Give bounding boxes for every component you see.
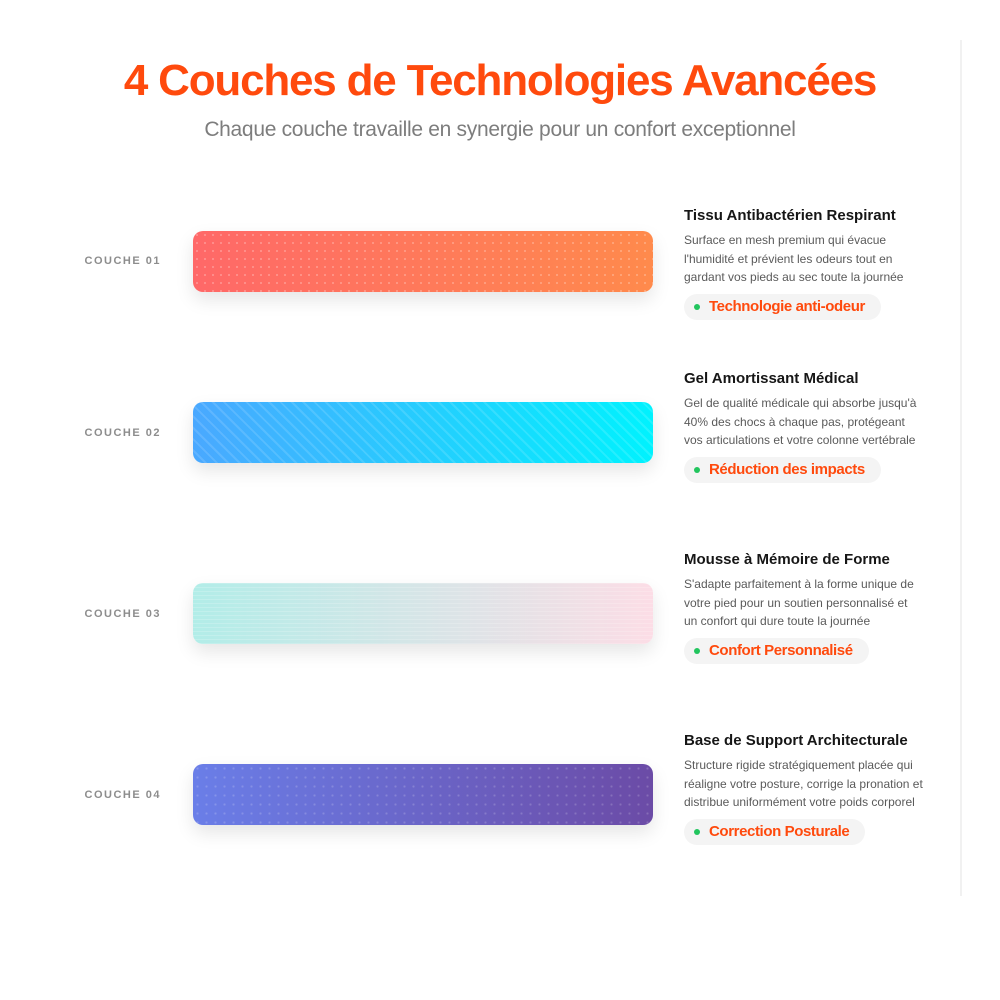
page-subtitle: Chaque couche travaille en synergie pour un confort exceptionnel xyxy=(204,118,796,141)
layer-info-01 xyxy=(684,207,924,320)
layer-bar-02 xyxy=(193,402,653,463)
status-dot-icon xyxy=(694,829,700,835)
status-dot-icon xyxy=(694,304,700,310)
feature-badge-label: Confort Personnalisé xyxy=(709,642,853,659)
layer-title: Gel Amortissant Médical xyxy=(684,370,859,387)
layer-label-02: COUCHE 02 xyxy=(84,427,161,439)
layer-label-04: COUCHE 04 xyxy=(84,789,161,801)
layer-label-01: COUCHE 01 xyxy=(84,255,161,267)
layer-description: Surface en mesh premium qui évacue l'humidité et prévient les odeurs tout en gardant vos pieds au sec toute la journée xyxy=(684,233,904,284)
feature-badge xyxy=(684,819,865,845)
layer-bar-01 xyxy=(193,231,653,292)
layer-bar-04 xyxy=(193,764,653,825)
feature-badge xyxy=(684,294,881,320)
status-dot-icon xyxy=(694,467,700,473)
feature-badge-label: Technologie anti-odeur xyxy=(709,298,865,315)
feature-badge xyxy=(684,638,869,664)
layer-description: Structure rigide stratégiquement placée qui réaligne votre posture, corrige la pronation et distribue uniformément votre poids corporel xyxy=(684,758,923,809)
layer-info-03 xyxy=(684,551,924,664)
layer-label-03: COUCHE 03 xyxy=(84,608,161,620)
layer-info-04 xyxy=(684,732,924,845)
feature-badge xyxy=(684,457,881,483)
layer-info-02 xyxy=(684,370,924,483)
feature-badge-label: Réduction des impacts xyxy=(709,461,865,478)
layer-description: S'adapte parfaitement à la forme unique de votre pied pour un soutien personnalisé et un confort qui dure toute la journée xyxy=(684,577,914,628)
layer-title: Tissu Antibactérien Respirant xyxy=(684,207,896,224)
feature-badge-label: Correction Posturale xyxy=(709,823,850,840)
status-dot-icon xyxy=(694,648,700,654)
layer-description: Gel de qualité médicale qui absorbe jusqu'à 40% des chocs à chaque pas, protégeant vos articulations et votre colonne vertébrale xyxy=(684,396,917,447)
layer-bar-03 xyxy=(193,583,653,644)
layer-title: Base de Support Architecturale xyxy=(684,732,908,749)
right-divider xyxy=(960,40,962,896)
layer-title: Mousse à Mémoire de Forme xyxy=(684,551,890,568)
page-title: 4 Couches de Technologies Avancées xyxy=(123,56,877,105)
